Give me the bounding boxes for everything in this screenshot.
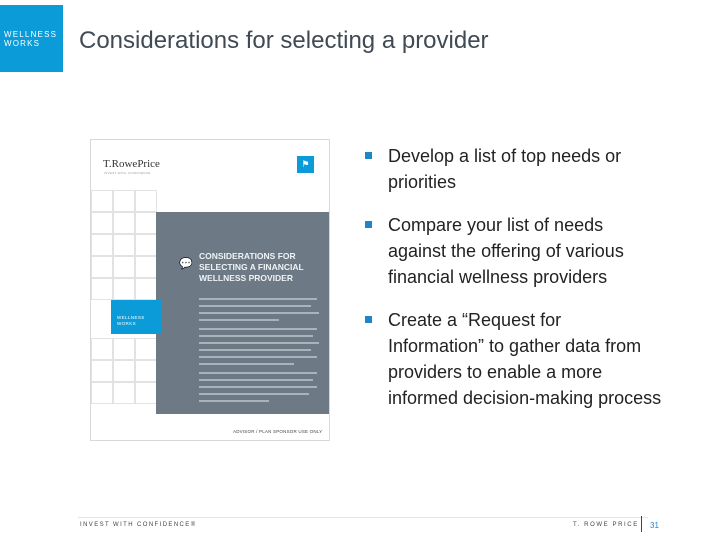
- text-line: [199, 319, 279, 321]
- grid-cell: [113, 234, 135, 256]
- grid-cell: [113, 278, 135, 300]
- bullet-text: Compare your list of needs against the offering of various financial wellness providers: [388, 215, 624, 287]
- bullet-item: [362, 143, 662, 195]
- grid-cell: [91, 382, 113, 404]
- bullet-list: [362, 143, 662, 428]
- grid-cell: [113, 382, 135, 404]
- grid-cell: [135, 382, 157, 404]
- bullet-text: Develop a list of top needs or priorities: [388, 146, 622, 192]
- grid-cell: [135, 360, 157, 382]
- text-line: [199, 342, 319, 344]
- tag-icon: ⚑: [297, 156, 314, 173]
- brochure-ww-line1: WELLNESS: [117, 315, 145, 320]
- chat-bubble-icon: 💬: [179, 258, 193, 270]
- grid-cell: [91, 338, 113, 360]
- text-line: [199, 328, 317, 330]
- logo-line1: WELLNESS: [4, 30, 58, 39]
- bullet-square-icon: [365, 221, 372, 228]
- grid-cell: [135, 278, 157, 300]
- bullet-text: Create a “Request for Information” to gather data from providers to enable a more informed decision-making process: [388, 310, 662, 408]
- footer-divider: [78, 517, 648, 518]
- text-line: [199, 298, 317, 300]
- grid-cell: [135, 212, 157, 234]
- grid-cell: [135, 234, 157, 256]
- brochure-brand-logo: T.RowePrice: [103, 158, 160, 170]
- bullet-item: [362, 307, 662, 411]
- brochure-thumbnail: [90, 139, 330, 441]
- text-line: [199, 386, 317, 388]
- grid-cell: [135, 338, 157, 360]
- grid-cell: [113, 190, 135, 212]
- text-line: [199, 379, 313, 381]
- grid-cell: [135, 190, 157, 212]
- brochure-brand-tagline: INVEST WITH CONFIDENCE: [104, 171, 151, 175]
- grid-cell: [91, 212, 113, 234]
- grid-cell: [91, 234, 113, 256]
- text-line: [199, 393, 309, 395]
- text-line: [199, 335, 313, 337]
- logo-text: [4, 30, 57, 48]
- grid-cell: [113, 256, 135, 278]
- grid-cell: [113, 338, 135, 360]
- text-line: [199, 356, 317, 358]
- bullet-square-icon: [365, 152, 372, 159]
- grid-cell: [91, 360, 113, 382]
- brochure-ww-line2: WORKS: [117, 321, 137, 326]
- footer-brand: T. ROWE PRICE: [573, 522, 639, 528]
- text-line: [199, 400, 269, 402]
- footer-tagline: INVEST WITH CONFIDENCE®: [80, 522, 197, 528]
- grid-cell: [113, 360, 135, 382]
- page-number: 31: [650, 521, 659, 530]
- text-line: [199, 305, 311, 307]
- grid-cell: [91, 256, 113, 278]
- brochure-wellness-works-text: [117, 315, 145, 327]
- grid-cell: [91, 190, 113, 212]
- footer-separator: [641, 516, 642, 532]
- brochure-title: CONSIDERATIONS FOR SELECTING A FINANCIAL WELLNESS PROVIDER: [199, 251, 304, 283]
- text-line: [199, 312, 319, 314]
- logo-line2: WORKS: [4, 39, 41, 48]
- text-line: [199, 372, 317, 374]
- text-line: [199, 363, 294, 365]
- text-line: [199, 349, 311, 351]
- grid-cell: [91, 278, 113, 300]
- bullet-item: [362, 212, 662, 290]
- grid-cell: [135, 256, 157, 278]
- slide-title: Considerations for selecting a provider: [79, 27, 489, 54]
- bullet-square-icon: [365, 316, 372, 323]
- brochure-footer-note: ADVISOR / PLAN SPONSOR USE ONLY: [233, 429, 323, 434]
- grid-cell: [113, 212, 135, 234]
